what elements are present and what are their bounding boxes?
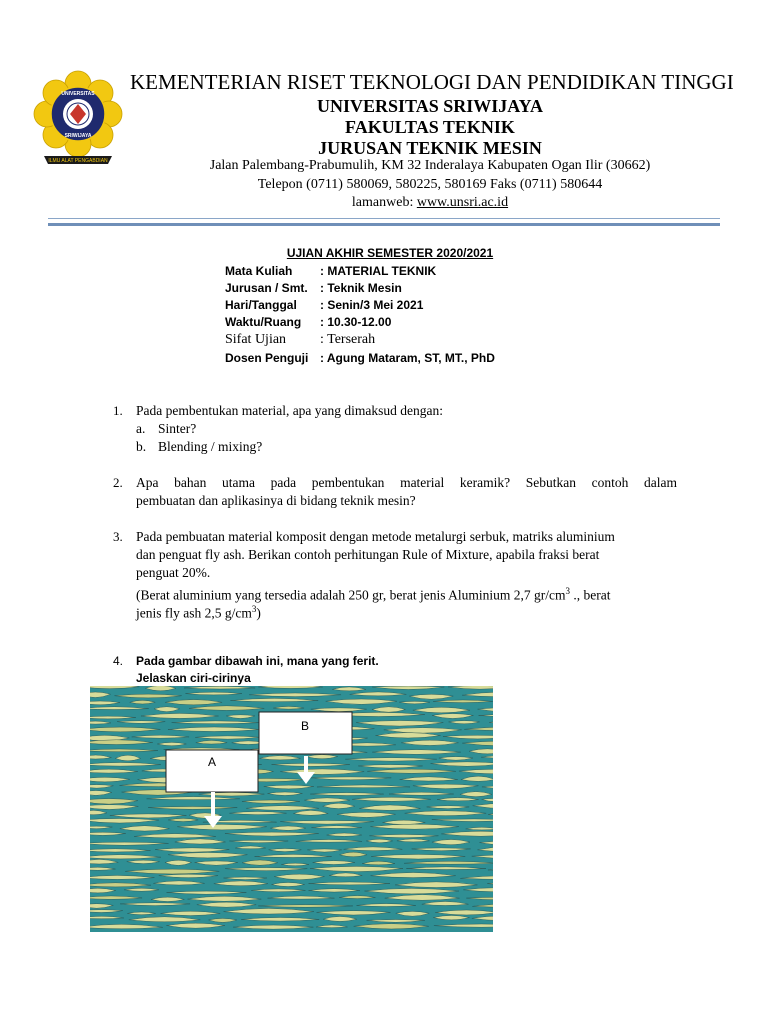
website-line xyxy=(130,195,730,211)
question-1a-label: a. xyxy=(136,421,146,436)
info-label: Mata Kuliah xyxy=(225,264,293,278)
website-label: lamanweb: xyxy=(351,195,417,210)
question-3-number: 3. xyxy=(113,529,123,544)
info-value: : Senin/3 Mei 2021 xyxy=(320,298,424,312)
micrograph-image xyxy=(90,686,493,932)
exam-title: UJIAN AKHIR SEMESTER 2020/2021 xyxy=(286,246,494,260)
department-title: JURUSAN TEKNIK MESIN xyxy=(318,138,542,158)
question-3-line-2: dan penguat fly ash. Berikan contoh perhitungan Rule of Mixture, apabila fraksi berat xyxy=(136,547,600,562)
question-3-line-5 xyxy=(136,600,261,623)
header-divider-thin xyxy=(48,218,720,219)
info-value: : 10.30-12.00 xyxy=(320,315,392,329)
question-1-number: 1. xyxy=(113,403,123,418)
question-3-line-3: penguat 20%. xyxy=(136,565,211,580)
logo-ribbon-text: ILMU ALAT PENGABDIAN xyxy=(48,158,108,164)
question-2-line-1: Apa bahan utama pada pembentukan material keramik? Sebutkan contoh dalam xyxy=(136,475,677,490)
info-value: : MATERIAL TEKNIK xyxy=(320,264,437,278)
question-2-number: 2. xyxy=(113,475,123,490)
info-label: Dosen Penguji xyxy=(225,351,309,365)
info-label: Jurusan / Smt. xyxy=(225,281,308,295)
info-value: : Terserah xyxy=(320,332,376,347)
faculty-title: FAKULTAS TEKNIK xyxy=(345,117,515,137)
question-1-text: Pada pembentukan material, apa yang dimaksud dengan: xyxy=(136,403,444,418)
info-value: : Teknik Mesin xyxy=(320,281,402,295)
question-4-number: 4. xyxy=(113,654,124,668)
info-value: : Agung Mataram, ST, MT., PhD xyxy=(320,351,495,365)
question-3-line-5-text: jenis fly ash 2,5 g/cm xyxy=(136,605,252,621)
info-label: Waktu/Ruang xyxy=(225,315,302,329)
university-logo xyxy=(30,64,126,168)
question-1b-text: Blending / mixing? xyxy=(158,439,263,454)
header-divider-thick xyxy=(48,223,720,226)
superscript: 3 xyxy=(251,604,257,614)
university-title: UNIVERSITAS SRIWIJAYA xyxy=(317,96,543,116)
question-3-line-5-tail: ) xyxy=(256,605,261,621)
superscript: 3 xyxy=(565,586,570,596)
logo-bottom-text: SRIWIJAYA xyxy=(64,133,92,139)
website-link[interactable]: www.unsri.ac.id xyxy=(416,195,509,210)
question-4-line-1: Pada gambar dibawah ini, mana yang ferit. xyxy=(136,654,379,668)
question-4-line-2: Jelaskan ciri-cirinya xyxy=(136,671,251,685)
info-label: Hari/Tanggal xyxy=(225,298,297,312)
label-b: B xyxy=(300,719,310,733)
question-1b-label: b. xyxy=(136,439,147,454)
question-3-line-4-text: (Berat aluminium yang tersedia adalah 250 gr, berat jenis Aluminium 2,7 gr/cm xyxy=(136,587,566,603)
ministry-title: KEMENTERIAN RISET TEKNOLOGI DAN PENDIDIKAN TINGGI xyxy=(130,70,734,94)
question-3-line-1: Pada pembuatan material komposit dengan metode metalurgi serbuk, matriks aluminium xyxy=(136,529,615,544)
question-1a-text: Sinter? xyxy=(158,421,197,436)
question-3-line-4-tail: ., berat xyxy=(569,587,611,603)
phone-line: Telepon (0711) 580069, 580225, 580169 Faks (0711) 580644 xyxy=(257,177,603,192)
logo-top-text: UNIVERSITAS xyxy=(61,91,95,97)
address-line: Jalan Palembang-Prabumulih, KM 32 Inderalaya Kabupaten Ogan Ilir (30662) xyxy=(209,158,651,173)
question-2-line-2: pembuatan dan aplikasinya di bidang teknik mesin? xyxy=(136,493,416,508)
info-label: Sifat Ujian xyxy=(225,332,287,347)
label-a: A xyxy=(207,755,217,769)
